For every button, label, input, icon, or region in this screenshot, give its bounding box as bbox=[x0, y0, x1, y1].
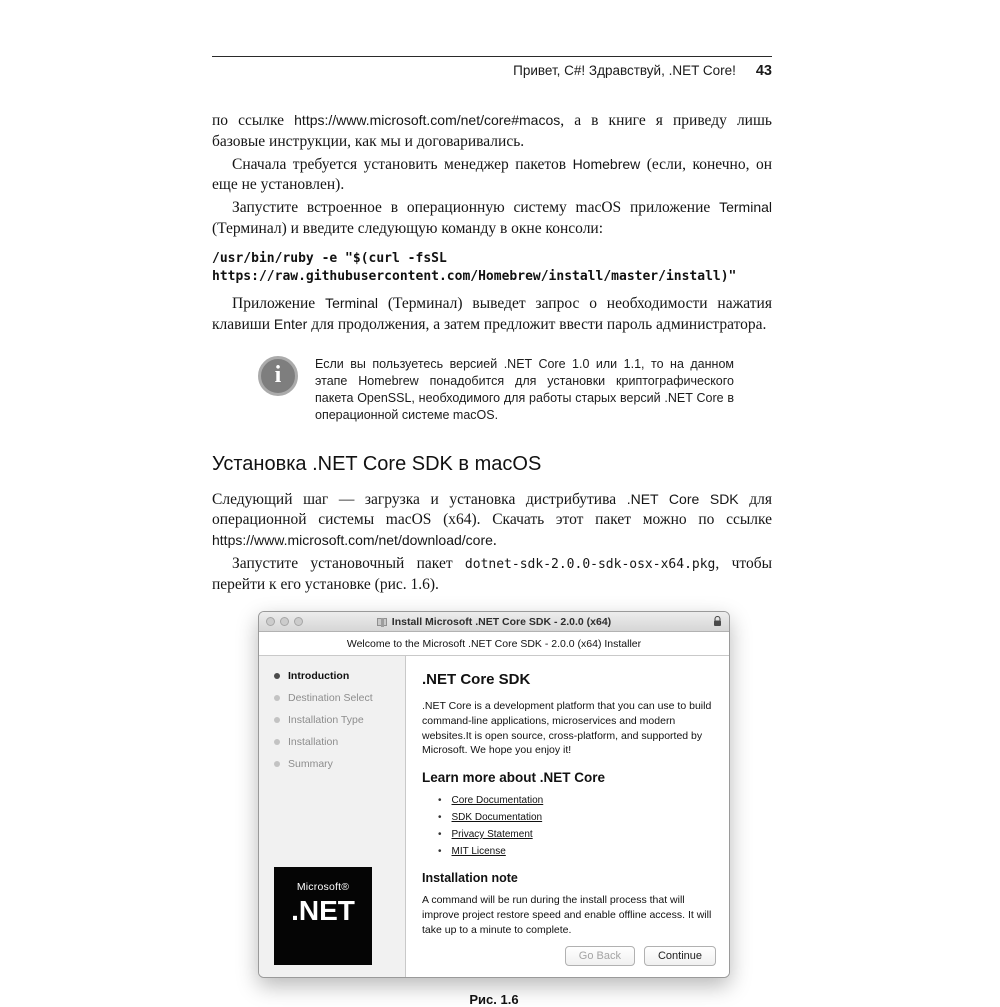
step-label: Summary bbox=[288, 758, 333, 771]
package-icon bbox=[377, 618, 387, 626]
filename-text: dotnet-sdk-2.0.0-sdk-osx-x64.pkg bbox=[464, 556, 716, 572]
zoom-icon[interactable] bbox=[294, 617, 303, 626]
note-box bbox=[258, 356, 734, 425]
step-bullet bbox=[274, 717, 280, 723]
text: Следующий шаг — загрузка и установка дистрибутива bbox=[212, 490, 627, 508]
core-documentation-link[interactable]: Core Documentation bbox=[451, 794, 544, 806]
text: для продолжения, а затем предложит ввести пароль администратора. bbox=[307, 315, 767, 333]
code-block bbox=[212, 250, 772, 286]
window-title-text: Install Microsoft .NET Core SDK - 2.0.0 (x64) bbox=[391, 615, 612, 628]
link-item bbox=[438, 828, 714, 842]
installer-body bbox=[259, 656, 729, 976]
step-destination-select[interactable] bbox=[274, 692, 399, 704]
paragraph-3 bbox=[212, 198, 772, 240]
text: (Терминал) и введите следующую команду в окне консоли: bbox=[212, 219, 604, 237]
paragraph-4 bbox=[212, 294, 772, 336]
running-head-title: Привет, C#! Здравствуй, .NET Core! bbox=[513, 63, 736, 78]
page-content bbox=[212, 56, 772, 1007]
logo-dotnet-text: .NET bbox=[291, 894, 355, 926]
step-bullet bbox=[274, 695, 280, 701]
text: по ссылке bbox=[212, 112, 295, 129]
list-bullet: • bbox=[438, 845, 442, 857]
content-intro-text: .NET Core is a development platform that you can use to build command-line applications, microservices and modern websites.It is open source, cross-platform, and supported by Microsoft. We hope you enjoy it! bbox=[422, 700, 712, 757]
link-item bbox=[438, 811, 714, 825]
window-title bbox=[259, 616, 729, 628]
sdk-documentation-link[interactable]: SDK Documentation bbox=[451, 811, 543, 823]
term-text: Homebrew bbox=[572, 155, 641, 172]
term-text: .NET Core SDK bbox=[626, 490, 739, 507]
step-label: Introduction bbox=[288, 670, 350, 683]
step-summary[interactable] bbox=[274, 758, 399, 770]
step-introduction[interactable] bbox=[274, 670, 399, 682]
term-text: Terminal bbox=[325, 294, 378, 311]
step-installation-type[interactable] bbox=[274, 714, 399, 726]
list-bullet: • bbox=[438, 811, 442, 823]
code-line: https://raw.githubusercontent.com/Homebrew/install/master/install)" bbox=[212, 268, 737, 284]
text: Приложение bbox=[232, 294, 326, 312]
link-item bbox=[438, 794, 714, 808]
step-bullet bbox=[274, 761, 280, 767]
continue-button[interactable]: Continue bbox=[644, 946, 716, 966]
text: , чтобы перейти к его установке (рис. 1.6). bbox=[212, 554, 772, 593]
installer-welcome-text: Welcome to the Microsoft .NET Core SDK - 2.0.0 (x64) Installer bbox=[259, 632, 729, 656]
term-text: Terminal bbox=[719, 199, 772, 216]
text: Запустите установочный пакет bbox=[232, 554, 465, 572]
links-list bbox=[438, 794, 714, 859]
info-icon: i bbox=[258, 356, 298, 396]
step-label: Installation Type bbox=[288, 714, 364, 727]
lock-icon bbox=[713, 616, 722, 627]
list-bullet: • bbox=[438, 794, 442, 806]
text: для операционной системы macOS (x64). Скачать этот пакет можно по ссылке bbox=[212, 490, 772, 529]
page-number: 43 bbox=[755, 63, 772, 79]
privacy-statement-link[interactable]: Privacy Statement bbox=[451, 828, 533, 840]
text: . bbox=[492, 532, 497, 550]
learn-more-heading: Learn more about .NET Core bbox=[422, 770, 606, 786]
note-text: Если вы пользуетесь версией .NET Core 1.0 или 1.1, то на данном этапе Homebrew понадобится для установки криптографического пакета OpenSSL, необходимого для работы старых версий .NET Core в операционной системе macOS. bbox=[315, 356, 734, 423]
installation-note-text: A command will be run during the install process that will improve project restore speed and enable offline access. It will take up to a minute to complete. bbox=[422, 894, 712, 936]
installer-steps-sidebar bbox=[259, 656, 406, 976]
text: Сначала требуется установить менеджер пакетов bbox=[232, 155, 573, 173]
installer-footer bbox=[406, 938, 729, 977]
installer-window bbox=[258, 611, 730, 977]
paragraph-1 bbox=[212, 111, 772, 153]
figure-1-6 bbox=[258, 611, 730, 977]
paragraph-6 bbox=[212, 554, 772, 596]
running-head-rule bbox=[212, 56, 772, 57]
go-back-button[interactable]: Go Back bbox=[565, 946, 635, 966]
installation-note-heading: Installation note bbox=[422, 870, 518, 885]
code-line: /usr/bin/ruby -e "$(curl -fsSL bbox=[212, 250, 447, 266]
close-icon[interactable] bbox=[266, 617, 275, 626]
installer-content-column bbox=[406, 656, 729, 976]
step-bullet bbox=[274, 739, 280, 745]
step-bullet bbox=[274, 673, 280, 679]
step-label: Destination Select bbox=[288, 692, 373, 705]
step-installation[interactable] bbox=[274, 736, 399, 748]
text: (Терминал) выведет запрос о необходимости нажатия клавиши bbox=[212, 294, 772, 333]
paragraph-2 bbox=[212, 155, 772, 197]
running-head bbox=[212, 63, 772, 79]
installer-main-content bbox=[406, 656, 729, 937]
minimize-icon[interactable] bbox=[280, 617, 289, 626]
section-heading: Установка .NET Core SDK в macOS bbox=[212, 452, 542, 475]
list-bullet: • bbox=[438, 828, 442, 840]
paragraph-5 bbox=[212, 490, 772, 552]
microsoft-dotnet-logo bbox=[274, 867, 372, 965]
logo-microsoft-text: Microsoft® bbox=[296, 880, 350, 893]
text: Запустите встроенное в операционную систему macOS приложение bbox=[232, 199, 720, 217]
text: , а в книге я приведу лишь базовые инструкции, как мы и договаривались. bbox=[212, 112, 772, 150]
link-item bbox=[438, 845, 714, 859]
url-text: https://www.microsoft.com/net/download/core bbox=[212, 532, 493, 549]
mit-license-link[interactable]: MIT License bbox=[451, 845, 506, 857]
figure-caption: Рис. 1.6 bbox=[469, 991, 519, 1007]
window-titlebar bbox=[259, 612, 729, 632]
traffic-light-buttons[interactable] bbox=[266, 617, 303, 626]
text: (если, конечно, он еще не установлен). bbox=[212, 155, 772, 194]
content-title: .NET Core SDK bbox=[422, 671, 531, 689]
step-label: Installation bbox=[288, 736, 339, 749]
key-text: Enter bbox=[273, 315, 308, 332]
url-text: https://www.microsoft.com/net/core#macos bbox=[294, 112, 561, 128]
